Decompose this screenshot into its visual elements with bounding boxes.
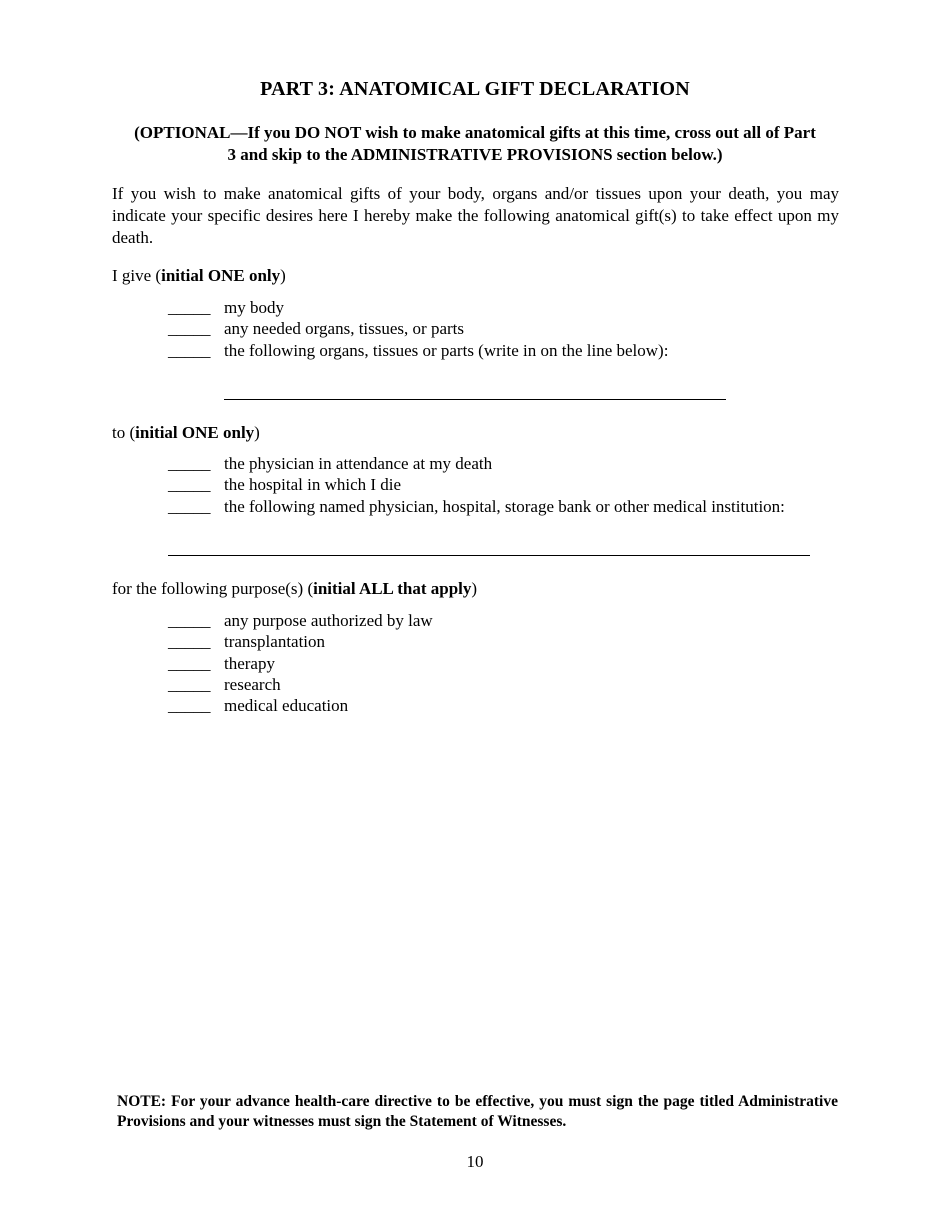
option-label: the following named physician, hospital, storage bank or other medical institution: (224, 496, 785, 516)
purpose-prompt-emphasis: initial ALL that apply (313, 579, 472, 598)
purpose-prompt-suffix: ) (471, 579, 478, 598)
purpose-prompt (112, 578, 477, 600)
give-prompt-emphasis: initial ONE only (161, 266, 281, 285)
initial-blank[interactable]: _____ (168, 475, 211, 495)
page-number: 10 (466, 1152, 484, 1171)
option-label: transplantation (224, 632, 326, 652)
to-option-physician (168, 453, 785, 474)
purpose-option-medical-education (168, 695, 433, 716)
option-label: therapy (224, 653, 275, 673)
option-label: research (224, 674, 281, 694)
to-prompt-prefix: to ( (112, 423, 136, 442)
initial-blank[interactable]: _____ (168, 298, 211, 317)
initial-blank[interactable]: _____ (168, 674, 211, 694)
option-label: the hospital in which I die (224, 475, 402, 495)
initial-blank[interactable]: _____ (168, 632, 211, 652)
optional-instruction: (OPTIONAL—If you DO NOT wish to make anatomical gifts at this time, cross out all of Part 3 and skip to the ADMINISTRATIVE PROVISIONS section below.) (134, 123, 816, 164)
give-prompt (112, 265, 286, 287)
to-prompt (112, 422, 260, 444)
to-option-hospital (168, 474, 785, 495)
initial-blank[interactable]: _____ (168, 340, 211, 360)
initial-blank[interactable]: _____ (168, 653, 211, 673)
give-option-following (168, 340, 668, 361)
purpose-options-list (168, 610, 433, 716)
to-prompt-emphasis: initial ONE only (135, 423, 255, 442)
option-label: any needed organs, tissues, or parts (224, 319, 464, 339)
initial-blank[interactable]: _____ (168, 319, 211, 339)
to-prompt-suffix: ) (254, 423, 260, 442)
organs-write-in-line[interactable] (224, 399, 726, 400)
page-title: PART 3: ANATOMICAL GIFT DECLARATION (260, 78, 690, 100)
give-prompt-prefix: I give ( (112, 266, 162, 285)
option-label: the physician in attendance at my death (224, 454, 493, 473)
footer-note: NOTE: For your advance health-care directive to be effective, you must sign the page titled Administrative Provisions and your witnesses must sign the Statement of Witnesses. (117, 1093, 838, 1130)
initial-blank[interactable]: _____ (168, 696, 211, 716)
option-label: any purpose authorized by law (224, 611, 433, 630)
give-option-organs (168, 318, 668, 339)
initial-blank[interactable]: _____ (168, 454, 211, 473)
option-label: the following organs, tissues or parts (write in on the line below): (224, 340, 669, 360)
initial-blank[interactable]: _____ (168, 611, 211, 630)
purpose-prompt-prefix: for the following purpose(s) ( (112, 579, 314, 598)
to-option-named-institution (168, 496, 785, 517)
initial-blank[interactable]: _____ (168, 496, 211, 516)
give-options-list (168, 297, 668, 361)
purpose-option-transplantation (168, 631, 433, 652)
institution-write-in-line[interactable] (168, 555, 810, 556)
give-option-body (168, 297, 668, 318)
option-label: my body (224, 298, 284, 317)
give-prompt-suffix: ) (280, 266, 286, 285)
to-options-list (168, 453, 785, 517)
purpose-option-research (168, 674, 433, 695)
purpose-option-therapy (168, 653, 433, 674)
intro-paragraph: If you wish to make anatomical gifts of your body, organs and/or tissues upon your death, you may indicate your specific desires here I hereby make the following anatomical gift(s) to take effect upon my death. (112, 184, 839, 247)
option-label: medical education (224, 696, 349, 716)
purpose-option-any-lawful (168, 610, 433, 631)
